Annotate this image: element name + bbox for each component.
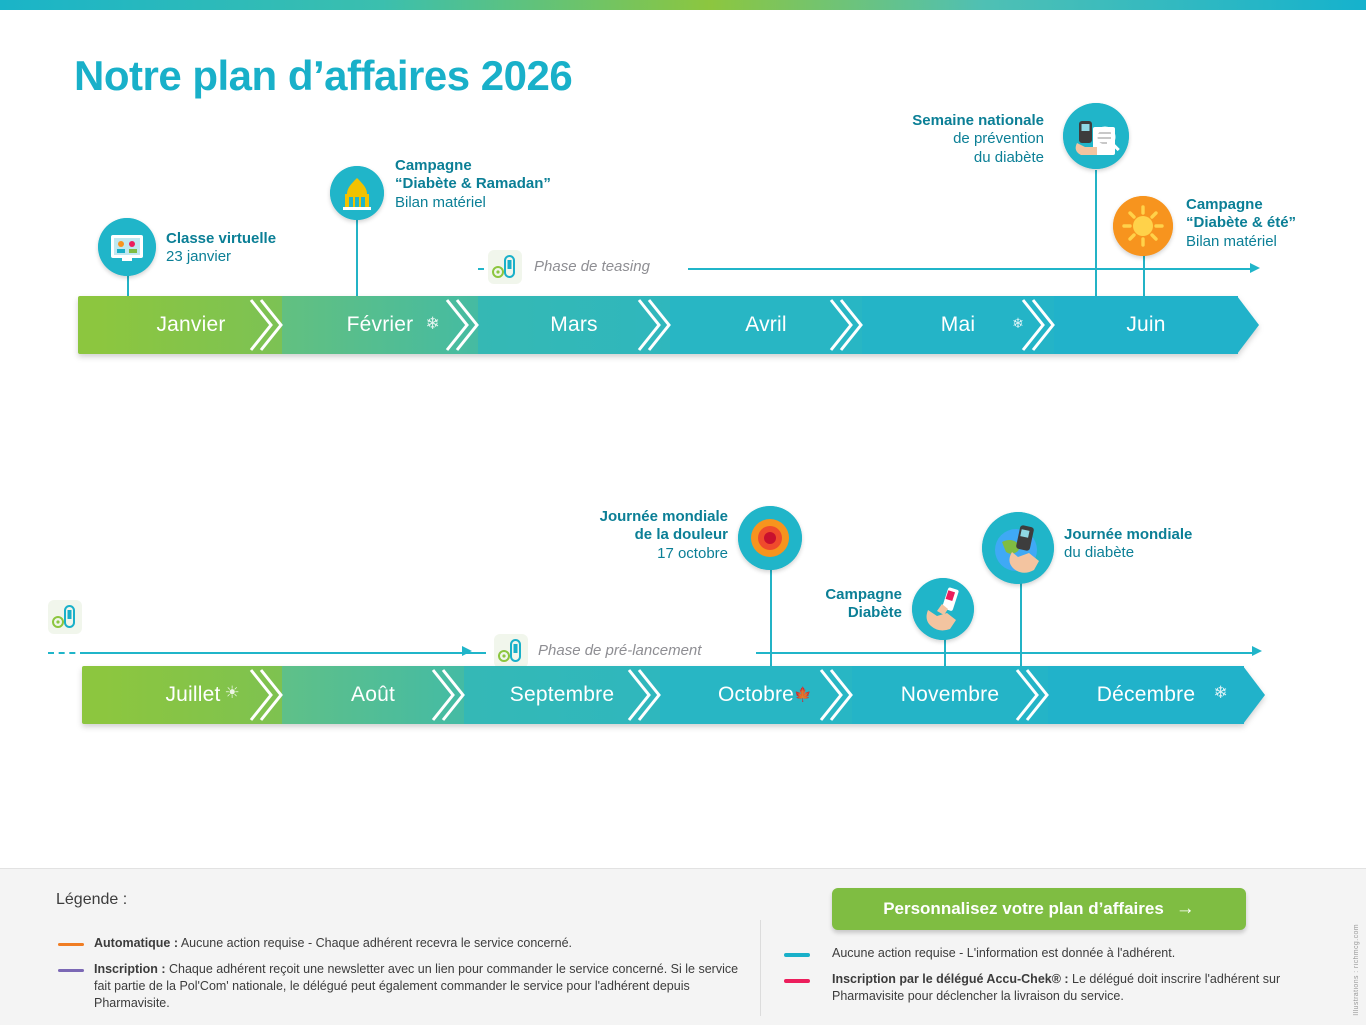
callout-title: Classe virtuelle bbox=[166, 230, 277, 247]
callout-semaine-nationale bbox=[866, 112, 1044, 167]
legend-item-inscription-delegue bbox=[832, 971, 1282, 1005]
month-mai[interactable] bbox=[862, 296, 1054, 354]
phase2-line-right bbox=[756, 652, 1256, 655]
glucometer-document-icon bbox=[1063, 103, 1129, 169]
month-label: Août bbox=[351, 683, 395, 706]
callout-classe-virtuelle bbox=[166, 230, 276, 267]
legend-color-automatique bbox=[58, 943, 84, 946]
finger-prick-icon bbox=[912, 578, 974, 640]
callout-sub: du diabète bbox=[1064, 544, 1135, 562]
arrow-right-icon: → bbox=[1175, 898, 1195, 919]
month-avril[interactable] bbox=[670, 296, 862, 354]
callout-sub: 23 janvier bbox=[166, 248, 232, 266]
month-label: Janvier bbox=[156, 313, 226, 336]
month-label: Mars bbox=[550, 313, 598, 336]
phase1-line bbox=[688, 268, 1254, 271]
illustration-credit: Illustrations : richmcg.com bbox=[1353, 924, 1360, 1016]
month-label: Novembre bbox=[900, 683, 1000, 706]
event-stem-journee-diabete bbox=[1020, 578, 1022, 666]
event-stem-ramadan bbox=[356, 215, 358, 296]
phase2-arrowhead bbox=[1252, 645, 1266, 664]
callout-campagne-ete bbox=[1186, 196, 1296, 251]
callout-sub: de prévention bbox=[953, 130, 1044, 148]
callout-campagne-ramadan bbox=[395, 157, 551, 212]
legend-color-inscription bbox=[58, 969, 84, 972]
sun-small-icon: ☀ bbox=[224, 683, 240, 702]
chevron-icon bbox=[1021, 296, 1055, 354]
chevron-icon bbox=[249, 666, 283, 724]
callout-journee-diabete bbox=[1064, 526, 1192, 563]
callout-title: Journée mondiale bbox=[1064, 526, 1193, 543]
legend-label: Inscription : bbox=[94, 962, 166, 976]
pain-target-icon bbox=[738, 506, 802, 570]
callout-title: Campagne bbox=[395, 157, 472, 174]
event-stem-journee-douleur bbox=[770, 560, 772, 666]
world-diabetes-icon bbox=[982, 512, 1054, 584]
legend-item-automatique bbox=[94, 935, 744, 952]
callout-title: Semaine nationale bbox=[912, 112, 1044, 129]
callout-title2: de la douleur bbox=[634, 526, 728, 544]
month-juillet[interactable] bbox=[104, 666, 282, 724]
month-label: Mai bbox=[940, 313, 976, 336]
personnalisez-plan-button[interactable] bbox=[832, 888, 1246, 930]
legend-label: Inscription par le délégué Accu-Chek® : bbox=[832, 972, 1069, 986]
legend-item-inscription bbox=[94, 961, 742, 1012]
snowflake-icon: ❄ bbox=[425, 314, 440, 333]
month-janvier[interactable] bbox=[100, 296, 282, 354]
callout-title2: “Diabète & Ramadan” bbox=[395, 175, 551, 193]
chevron-icon bbox=[445, 296, 479, 354]
callout-title2: Diabète bbox=[847, 604, 902, 622]
pen-injector-icon-left bbox=[48, 600, 82, 634]
month-label: Juin bbox=[1126, 313, 1166, 336]
bar-left-cap bbox=[78, 296, 101, 354]
callout-sub: Bilan matériel bbox=[395, 193, 486, 211]
mosque-icon bbox=[330, 166, 384, 220]
callout-sub2: du diabète bbox=[973, 148, 1044, 166]
legend-color-info bbox=[784, 953, 810, 957]
month-fevrier[interactable] bbox=[282, 296, 478, 354]
chevron-icon bbox=[627, 666, 661, 724]
callout-sub: Bilan matériel bbox=[1186, 232, 1277, 250]
legend-label: Automatique : bbox=[94, 936, 179, 950]
virtual-class-icon bbox=[98, 218, 156, 276]
legend-color-inscription-delegue bbox=[784, 979, 810, 983]
chevron-icon bbox=[249, 296, 283, 354]
callout-title2: “Diabète & été” bbox=[1186, 214, 1297, 232]
month-septembre[interactable] bbox=[464, 666, 660, 724]
month-label: Avril bbox=[745, 313, 787, 336]
chevron-icon bbox=[819, 666, 853, 724]
event-stem-semaine-nationale bbox=[1095, 170, 1097, 296]
chevron-icon bbox=[637, 296, 671, 354]
page-title: Notre plan d’affaires 2026 bbox=[74, 52, 573, 99]
chevron-icon bbox=[1015, 666, 1049, 724]
legend-text: Le délégué doit inscrire l'adhérent sur Pharmavisite pour déclencher la livraison du service. bbox=[832, 972, 1281, 1003]
timeline-bar-first-half bbox=[100, 296, 1238, 354]
month-octobre[interactable] bbox=[660, 666, 852, 724]
legend-text: Aucune action requise - Chaque adhérent recevra le service concerné. bbox=[178, 936, 573, 950]
month-label: Décembre bbox=[1096, 683, 1196, 706]
month-aout[interactable] bbox=[282, 666, 464, 724]
month-label: Octobre bbox=[717, 683, 795, 706]
month-novembre[interactable] bbox=[852, 666, 1048, 724]
chevron-icon bbox=[431, 666, 465, 724]
pen-injector-icon-2 bbox=[494, 634, 528, 668]
phase2-dash bbox=[48, 652, 86, 654]
month-mars[interactable] bbox=[478, 296, 670, 354]
event-stem-campagne-diabete bbox=[944, 636, 946, 666]
chevron-icon bbox=[829, 296, 863, 354]
phase1-label: Phase de teasing bbox=[528, 258, 656, 275]
snowflake-icon: ❄ bbox=[1213, 683, 1228, 702]
month-label: Septembre bbox=[509, 683, 615, 706]
month-label: Février bbox=[346, 313, 414, 336]
phase1-arrowhead bbox=[1250, 262, 1264, 281]
legend-text: Aucune action requise - L'information est donnée à l'adhérent. bbox=[832, 946, 1176, 960]
callout-campagne-diabete bbox=[802, 586, 902, 623]
month-juin[interactable] bbox=[1054, 296, 1238, 354]
callout-sub: 17 octobre bbox=[657, 544, 728, 562]
callout-journee-douleur bbox=[538, 508, 728, 563]
bar-right-arrow bbox=[1243, 666, 1268, 724]
callout-title: Campagne bbox=[1186, 196, 1263, 213]
top-gradient-bar bbox=[0, 0, 1366, 10]
sun-icon bbox=[1113, 196, 1173, 256]
month-label: Juillet bbox=[165, 683, 221, 706]
pen-injector-icon bbox=[488, 250, 522, 284]
legend-divider bbox=[760, 920, 761, 1016]
bar-left-cap bbox=[82, 666, 105, 724]
phase2-label: Phase de pré-lancement bbox=[532, 642, 707, 659]
phase2-mid-arrowhead bbox=[462, 645, 476, 664]
month-decembre[interactable] bbox=[1048, 666, 1244, 724]
timeline-bar-second-half bbox=[104, 666, 1244, 724]
leaf-icon: 🍁 bbox=[794, 686, 812, 702]
cta-label: Personnalisez votre plan d’affaires bbox=[883, 899, 1164, 918]
bar-right-arrow bbox=[1237, 296, 1262, 354]
callout-title: Campagne bbox=[825, 586, 902, 603]
legend-heading: Légende : bbox=[56, 891, 128, 908]
legend-text: Chaque adhérent reçoit une newsletter avec un lien pour commander le service concerné. Si le service fait partie de la Pol'Com' nationale, le délégué peut également commander le service pour l'adhérent depuis Pharmavisite. bbox=[94, 962, 739, 1010]
callout-title: Journée mondiale bbox=[599, 508, 728, 525]
snowflake-small-icon: ❄ bbox=[1012, 315, 1024, 331]
phase2-line-left bbox=[86, 652, 486, 655]
legend-item-info bbox=[832, 945, 1282, 962]
